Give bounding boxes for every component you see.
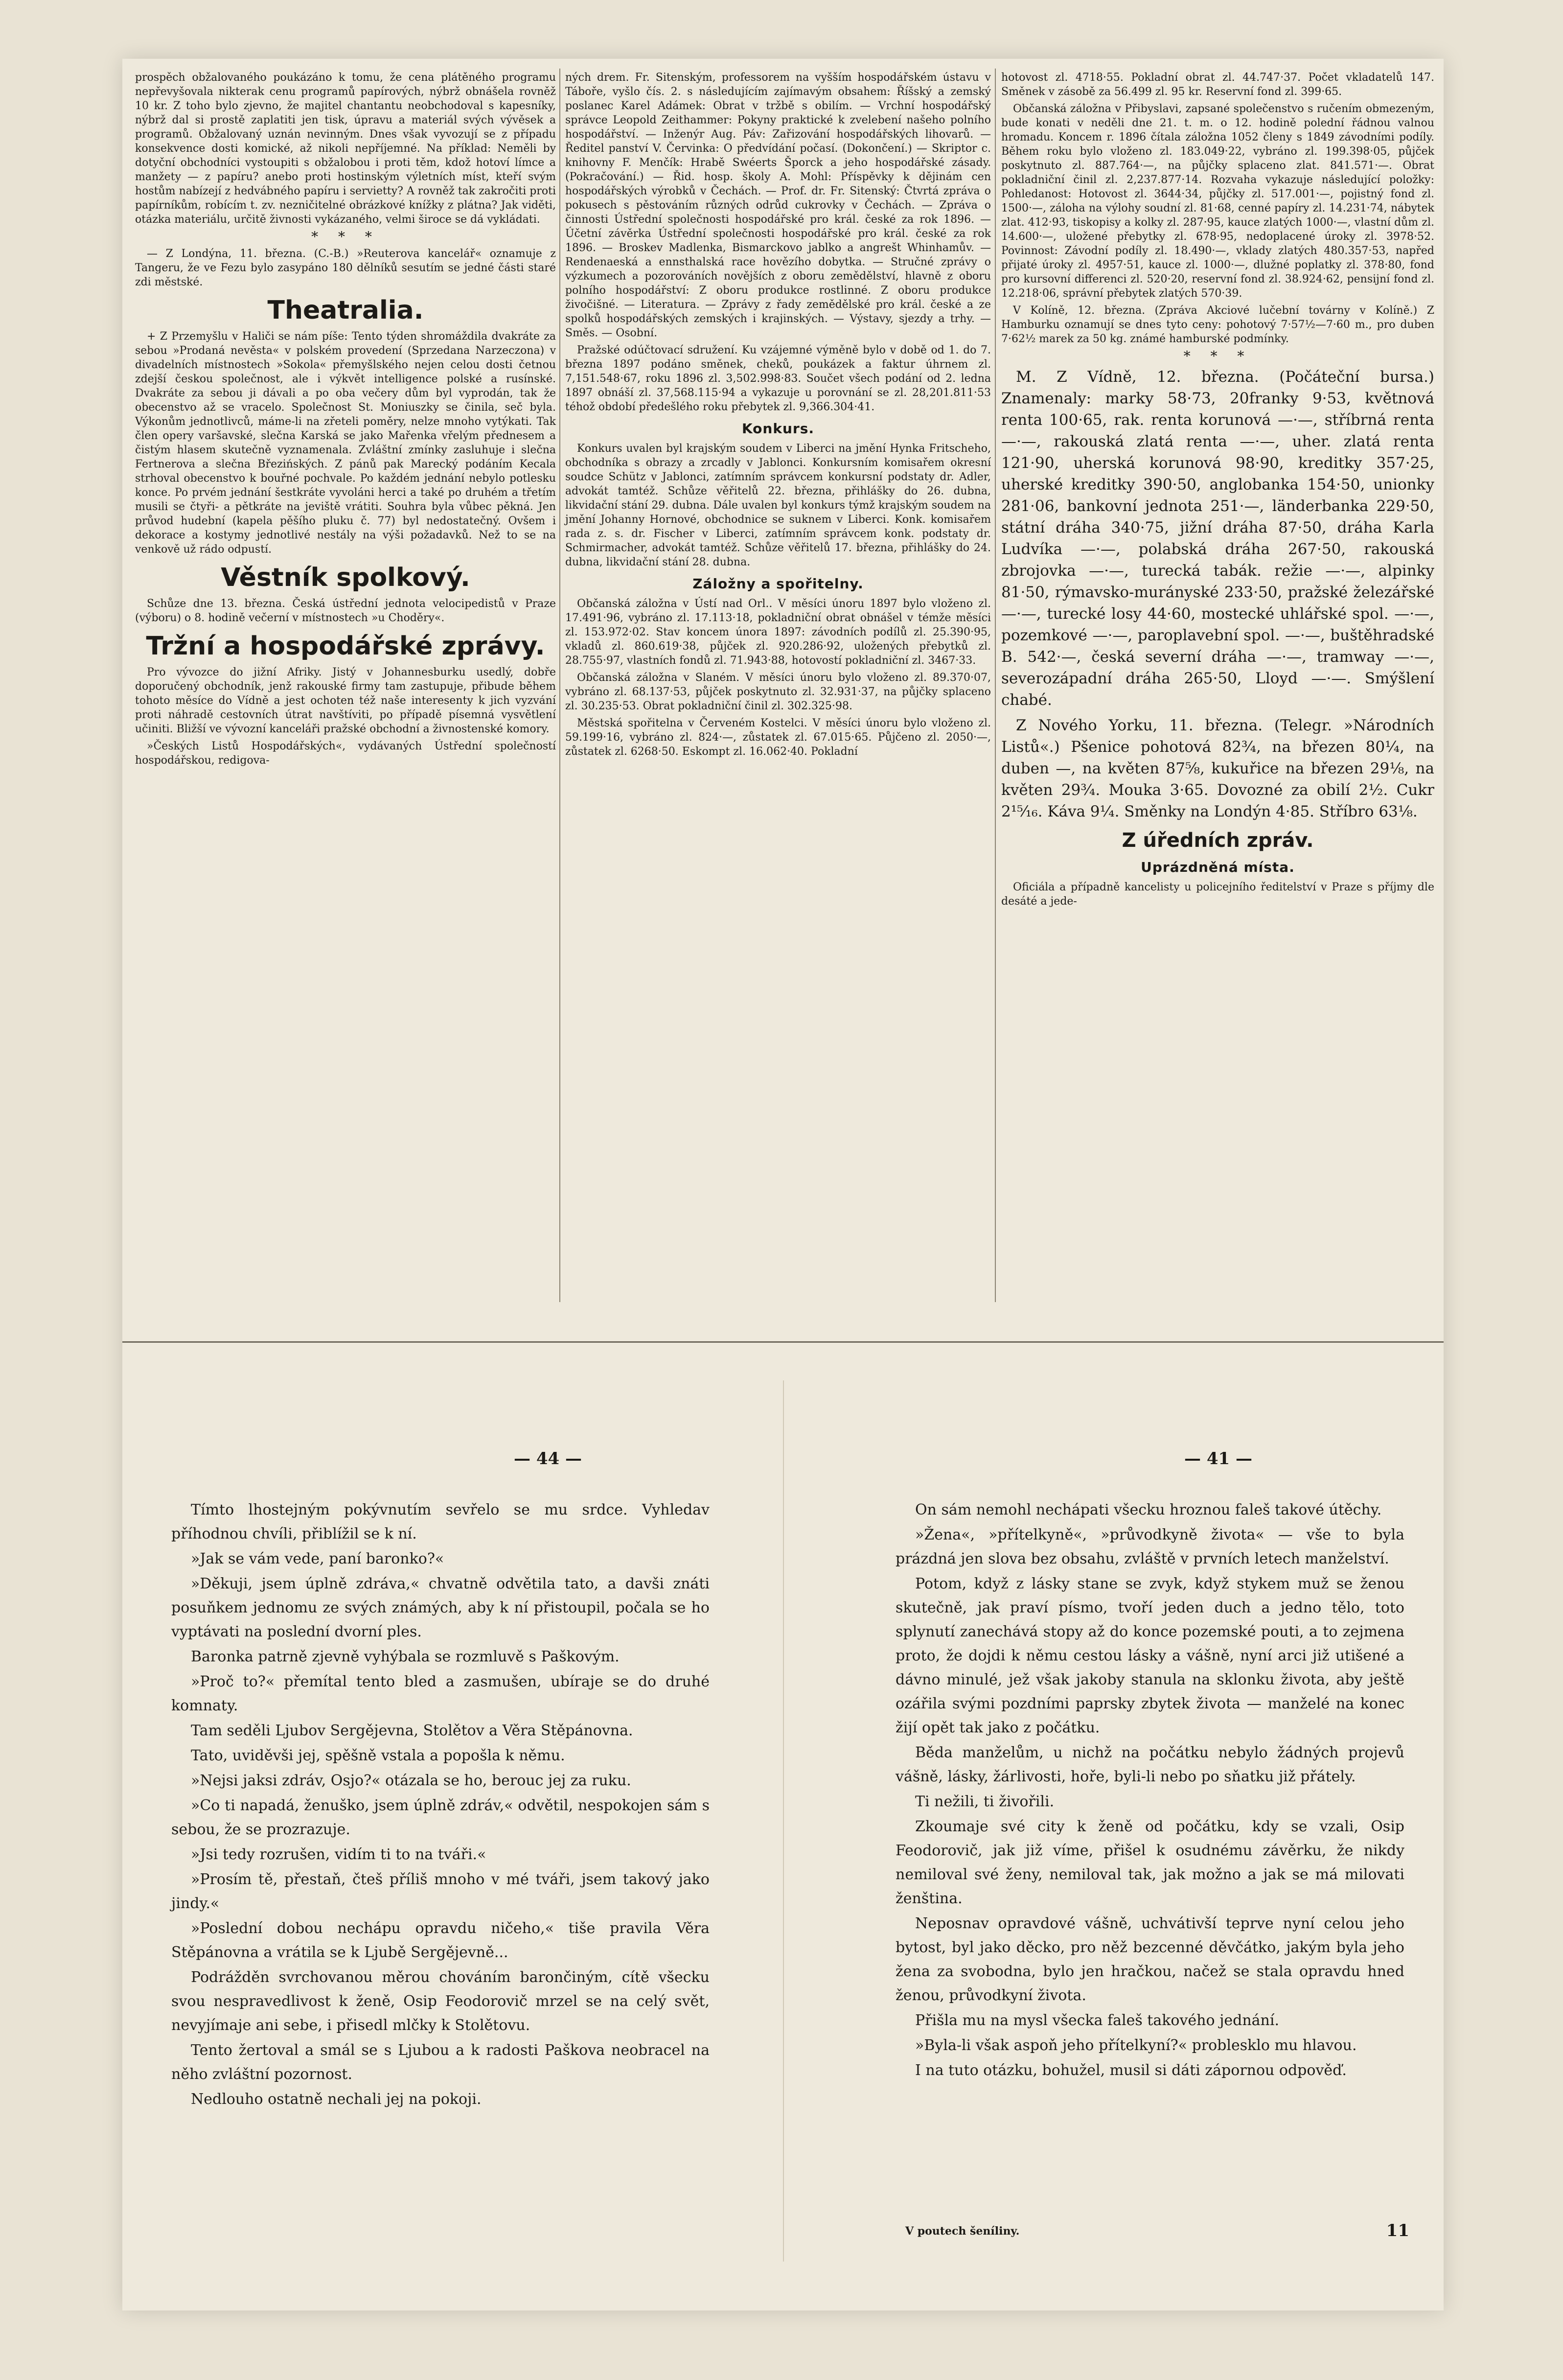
paragraph: »Nejsi jaksi zdráv, Osjo?« otázala se ho, berouc jej za ruku. [191, 1772, 631, 1789]
novel-page-left [171, 1498, 710, 2112]
paragraph: »Děkuji, jsem úplně zdráva,« chvatně odvětila tato, a davši znáti posuňkem jednomu ze svých známých, aby k ní přistoupil, počala se ho vyptávati na poslední dvorní ples. [171, 1575, 710, 1640]
newspaper-sheet [122, 59, 1444, 2310]
paragraph: »Proč to?« přemítal tento bled a zasmušen, ubíraje se do druhé komnaty. [171, 1673, 710, 1714]
paragraph: Neposnav opravdové vášně, uchvátivší teprve nyní celou jeho bytost, byl jako děcko, pro něž bezcenné děvčátko, jakým byla jeho žena za svobodna, bylo jen hračkou, načež se stala opravdu hned ženou, průvodkyní života. [896, 1915, 1404, 2004]
article-usti: Občanská záložna v Ústí nad Orl.. V měsíci únoru 1897 bylo vloženo zl. 17.491·96, vybráno zl. 17.113·18, pokladniční obrat obnášel v témže měsíci zl. 153.972·02. Stav koncem února 1897: závodních podílů zl. 25.390·95, vkladů zl. 860.619·38, půjček zl. 920.286·92, uložených přebytků zl. 28.755·97, vlastních fondů zl. 71.943·88, hotovostí pokladniční zl. 3467·33. [565, 598, 991, 667]
paragraph: I na tuto otázku, bohužel, musil si dáti zápornou odpověď. [915, 2062, 1347, 2079]
article-continuation: hotovost zl. 4718·55. Pokladní obrat zl. 44.747·37. Počet vkladatelů 147. Směnek v zásobě za 56.499 zl. 95 kr. Reservní fond zl. 399·65. [1001, 71, 1434, 98]
paragraph: Ti nežili, ti živořili. [915, 1793, 1055, 1810]
paragraph: »Poslední dobou nechápu opravdu ničeho,« tiše pravila Věra Stěpánovna a vrátila se k Ljubě Sergějevně... [171, 1920, 710, 1961]
paragraph: On sám nemohl nechápati všecku hroznou faleš takové útěchy. [915, 1501, 1382, 1518]
page-number-right: — 41 — [1184, 1449, 1252, 1469]
page-divider [122, 1341, 1444, 1343]
article-cerveny-kostelec: Městská spořitelna v Červeném Kostelci. V měsíci únoru bylo vloženo zl. 59.199·16, vybráno zl. 824·—, zůstatek zl. 67.015·65. Půjčeno zl. 2050·—, zůstatek zl. 6268·50. Eskompt zl. 16.062·40. Pokladní [565, 717, 991, 758]
paragraph: Tímto lhostejným pokývnutím sevřelo se mu srdce. Vyhledav příhodnou chvíli, přiblížil se k ní. [171, 1501, 710, 1542]
paragraph: Baronka patrně zjevně vyhýbala se rozmluvě s Paškovým. [191, 1648, 620, 1665]
section-title-theatralia: Theatralia. [267, 296, 424, 325]
paragraph: »Jak se vám vede, paní baronko?« [191, 1550, 444, 1567]
paragraph: Zkoumaje své city k ženě od počátku, kdy se vzali, Osip Feodorovič, jak již víme, přišel k osudnému závěrku, že nikdy nemiloval své ženy, nemiloval tak, jak možno a jak se má milovati ženština. [896, 1818, 1404, 1907]
section-title-zalozny: Záložny a spořitelny. [692, 576, 864, 592]
column-right [1001, 70, 1434, 911]
article-pribyslav: Občanská záložna v Přibyslavi, zapsané společenstvo s ručením obmezeným, bude konati v neděli dne 21. t. m. o 12. hodině polední řádnou valnou hromadu. Koncem r. 1896 čítala záložna 1052 členy s 1849 závodními podíly. Během roku bylo vloženo zl. 183.049·22, vybráno zl. 199.398·05, půjček poskytnuto zl. 887.764·—, na půjčky splaceno zlat. 841.571·—. Obrat pokladniční činil zl. 2,237.877·14. Rozvaha vykazuje následující položky: Pohledanost: Hotovost zl. 3644·34, půjčky zl. 517.001·—, pojistný fond zl. 1500·—, záloha na výlohy soudní zl. 81·68, cenné papíry zl. 14.231·74, nábytek zlat. 412·93, tiskopisy a kolky zl. 287·95, kauce zlatých 1000·—, vlastní dům zl. 14.600·—, uložené přebytky zl. 678·95, nedoplacené úroky zl. 3978·52. Povinnost: Závodní podíly zl. 18.490·—, vklady zlatých 480.357·53, napřed přijaté úroky zl. 4957·51, kauce zl. 1000·—, dlužné poplatky zl. 378·80, fond pro kursovní differenci zl. 520·20, reservní fond zl. 38.924·62, pensijní fond zl. 12.218·06, správní přebytek zlatých 570·39. [1001, 103, 1434, 300]
footer-page-number: 11 [1386, 2221, 1409, 2240]
paragraph: »Byla-li však aspoň jeho přítelkyní?« problesklo mu hlavou. [915, 2037, 1357, 2054]
paragraph: Běda manželům, u nichž na počátku nebylo žádných projevů vášně, lásky, žárlivosti, hoře, byli-li nebo po sňatku již přátely. [896, 1744, 1404, 1785]
column-rule [559, 69, 560, 1302]
article-intro: prospěch obžalovaného poukázáno k tomu, že cena plátěného programu nepřevyšovala nikterak cenu programů papírových, nýbrž obnášela rovněž 10 kr. Z toho bylo zjevno, že majitel chantantu neobchodoval s kapesníky, nýbrž dal si prostě zaplatiti jen tisk, úpravu a materiál svých vývěsek a programů. Obžalovaný uznán nevinným. Dnes však vyvozují se z případu konsekvence dosti komické, až nikoli nepříjemné. Na příklad: Neměli by dotyční obchodníci vystoupiti s obžalobou i proti těm, kdož hotoví límce a manžety — z papíru? anebo proti hostinským výletních míst, kteří svým hostům nabízejí z hedvábného papíru i servietty? A rovněž tak zakročiti proti papírníkům, robícím t. zv. nezničitelné obrázkové knížky z plátna? Jak viděti, otázka materiálu, určitě živnosti vykázaného, velmi široce se dá vykládati. [135, 71, 556, 226]
article-ceskych-listu: »Českých Listů Hospodářských«, vydávaných Ústřední společností hospodářskou, redigova- [135, 740, 556, 767]
column-left [135, 70, 556, 770]
page-number-left: — 44 — [514, 1449, 582, 1469]
column-rule [995, 69, 996, 1302]
separator-stars: * * * [1183, 348, 1252, 364]
paragraph: Potom, když z lásky stane se zvyk, když stykem muž se ženou skutečně, jak praví písmo, tvoří jeden duch a jedno tělo, toto splynutí zanechává stopy až do konce pozemské pouti, a to zejmena proto, že dojdi k němu cestou lásky a vášně, nyní arci již utišené a dávno minulé, jež však jakoby stanula na sklonku života, aby ještě ozářila svými pozdními paprsky zbytek života — manželé na konec žijí opět tak jako z počátku. [896, 1575, 1404, 1736]
article-vyvozce: Pro vývozce do jižní Afriky. Jistý v Johannesburku usedlý, dobře doporučený obchodník, jenž rakouské firmy tam zastupuje, přibude během tohoto měsíce do Vídně a jest ochoten též naše interesenty k jich vyzvání proti náhradě cestovních útrat navštíviti, po případě písemná vysvětlení učiniti. Bližší ve vývozní kanceláři pražské obchodní a živnostenské komory. [135, 666, 556, 735]
article-new-york: Z Nového Yorku, 11. března. (Telegr. »Národních Listů«.) Pšenice pohotová 82¾, na březen 80¼, na duben —, na květen 87⅝, kukuřice na březen 29⅛, na květen 29¾. Mouka 3·65. Dovozné za obilí 2½. Cukr 2¹⁵⁄₁₆. Káva 9¼. Směnky na Londýn 4·85. Stříbro 63⅛. [1001, 717, 1434, 820]
paragraph: Tento žertoval a smál se s Ljubou a k radosti Paškova neobracel na něho zvláštní pozornost. [171, 2042, 710, 2083]
news-london: — Z Londýna, 11. března. (C.-B.) »Reuterova kancelář« oznamuje z Tangeru, že ve Fezu bylo zasypáno 180 dělníků sesutím se jedné části staré zdi městské. [135, 248, 556, 288]
paragraph: »Jsi tedy rozrušen, vidím ti to na tváři.« [191, 1846, 486, 1863]
article-slanem: Občanská záložna v Slaném. V měsíci únoru bylo vloženo zl. 89.370·07, vybráno zl. 68.137·53, půjček poskytnuto zl. 32.931·37, na půjčky splaceno zl. 30.235·53. Obrat pokladniční činil zl. 302.325·98. [565, 672, 991, 712]
paragraph: Podrážděn svrchovanou měrou chováním barončiným, cítě všecku svou nespravedlivost k ženě, Osip Feodorovič mrzel se na celý svět, nevyjímaje ani sebe, i přisedl mlčky k Stolětovu. [171, 1969, 710, 2034]
article-continuation: ných drem. Fr. Sitenským, professorem na vyšším hospodářském ústavu v Táboře, vyšlo čís. 2. s následujícím zajímavým obsahem: Říšský a zemský poslanec Karel Adámek: Obrat v tržbě s obilím. — Vrchní hospodářský správce Leopold Zeithammer: Pokyny praktické k zvelebení našeho polního hospodářství. — Inženýr Aug. Páv: Zařizování hospodářských lihovarů. — Ředitel panství V. Červinka: O předvídání počasí. (Dokončení.) — Skriptor c. knihovny F. Menčík: Hrabě Swéerts Šporck a jeho hospodářské zásady. (Pokračování.) — Řid. hosp. školy A. Mohl: Příspěvky k dějinám cen hospodářských výrobků v Čechách. — Prof. dr. Fr. Sitenský: Čtvrtá zpráva o pokusech s pěstováním různých odrůd cukrovky v Čechách. — Zpráva o činnosti Ústřední společnosti hospodářské pro král. české za rok 1896. — Účetní závěrka Ústřední společnosti hospodářské pro král. české za rok 1896. — Broskev Madlenka, Bismarckovo jablko a angrešt Whinhamův. — Rendenaeská a ennsthalská race hovězího dobytka. — Stručné zprávy o výzkumech a pozorováních novějších z oboru zemědělství, hlavně z oboru polního hospodářství: Z oboru produkce rostlinné. Z oboru produkce živočišné. — Literatura. — Zprávy z řady zemědělské pro král. české a ze spolků hospodářských zemských i krajinských. — Výstavy, sjezdy a trhy. — Směs. — Osobní. [565, 71, 991, 339]
paragraph: Nedlouho ostatně nechali jej na pokoji. [191, 2091, 482, 2108]
separator-stars: * * * [311, 229, 380, 245]
paragraph: »Prosím tě, přestaň, čteš příliš mnoho v mé tváři, jsem takový jako jindy.« [171, 1871, 710, 1912]
novel-page-right [896, 1498, 1404, 2083]
article-vienna-bourse: M. Z Vídně, 12. března. (Počáteční bursa.) Znamenaly: marky 58·73, 20franky 9·53, květnová renta 100·65, rak. renta korunová —·—, stříbrná renta —·—, rakouská zlatá renta —·—, uher. zlatá renta 121·90, uherská korunová 98·90, kreditky 357·25, uherské kreditky 390·50, anglobanka 154·50, unionky 281·06, bankovní jednota 251·—, länderbanka 229·50, státní dráha 340·75, jižní dráha 87·50, dráha Karla Ludvíka —·—, polabská dráha 267·50, rakouská zbrojovka —·—, turecká tabák. režie —·—, alpinky 81·50, rýmavsko-murányské 233·50, pražské železářské —·—, turecké losy 44·60, mostecké uhlářské spol. —·—, pozemkové —·—, paroplavební spol. —·—, buštěhradské B. 542·—, česká severní dráha —·—, tramway —·—, severozápadní dráha 265·50, Lloyd —·—. Smýšlení chabé. [1001, 368, 1434, 709]
article-theatralia: + Z Przemyšlu v Haliči se nám píše: Tento týden shromáždila dvakráte za sebou »Prodaná nevěsta« v polském provedení (Sprzedana Narzeczona) v divadelních místnostech »Sokola« přemyšlského nejen celou dosti četnou zdejší českou společnost, ale i výkvět intelligence polské a rusínské. Dvakráte za sebou ji dávali a po oba večery dům byl vyprodán, tak že obecenstvo až se vracelo. Společnost St. Moniuszky se činila, seč byla. Výkonům jednotlivců, máme-li na zřeteli poměry, nelze mnoho vytýkati. Tak člen opery varšavské, slečna Karská se jako Mařenka vřelým přednesem a čistým hlasem skutečně vyznamenala. Zvláštní zmínky zasluhuje i slečna Fertnerova a slečna Březińských. Z pánů pak Marecký podáním Kecala strhoval obecenstvo k bouřné pochvale. Po každém jednání nebylo potlesku konce. Po prvém jednání šestkráte vyvoláni herci a také po druhém a třetím musili se čtyři- a pětkráte na jeviště vrátiti. Souhra byla vůbec pěkná. Jen průvod hudební (kapela pěšího pluku č. 77) byl nedostatečný. Ovšem i dekorace a kostymy jednotlivé nestály na výši požadavků. Než to se na venkově už rádo odpustí. [135, 330, 556, 556]
paragraph: Tam seděli Ljubov Sergějevna, Stolětov a Věra Stěpánovna. [191, 1722, 633, 1739]
section-title-trzni: Tržní a hospodářské zprávy. [146, 631, 545, 661]
section-title-urednich: Z úředních zpráv. [1122, 829, 1314, 852]
page-footer [905, 2221, 1409, 2240]
section-title-vestnik: Věstník spolkový. [221, 563, 470, 592]
paragraph: »Co ti napadá, ženuško, jsem úplně zdráv,« odvětil, nespokojen sám s sebou, že se prozrazuje. [171, 1797, 710, 1838]
article-kolin: V Kolíně, 12. března. (Zpráva Akciové lučební továrny v Kolíně.) Z Hamburku oznamují se dnes tyto ceny: pohotový 7·57½—7·60 m., pro duben 7·62½ marek za 50 kg. známé hamburské podmínky. [1001, 304, 1434, 345]
spine-line [783, 1380, 784, 2262]
article-oficiala: Oficiála a případně kancelisty u policejního ředitelství v Praze s příjmy dle desáté a jede- [1001, 881, 1434, 908]
subsection-title-uprazdnena: Uprázdněná místa. [1141, 859, 1295, 875]
article-vestnik: Schůze dne 13. března. Česká ústřední jednota velocipedistů v Praze (výboru) o 8. hodině večerní v místnostech »u Choděry«. [135, 598, 556, 624]
paragraph: »Žena«, »přítelkyně«, »průvodkyně života« — vše to byla prázdná jen slova bez obsahu, zvláště v prvních letech manželství. [896, 1526, 1404, 1567]
footer-title: V poutech šeníliny. [905, 2225, 1020, 2238]
section-title-konkurs: Konkurs. [741, 420, 815, 437]
paragraph: Tato, uviděvši jej, spěšně vstala a popošla k němu. [191, 1747, 565, 1764]
article-odzuctovaci: Pražské odúčtovací sdružení. Ku vzájemné výměně bylo v době od 1. do 7. března 1897 podáno směnek, cheků, poukázek a faktur úhrnem zl. 7,151.548·67, roku 1896 zl. 3,502.998·83. Součet všech podání od 2. ledna 1897 obnáší zl. 37,568.115·94 a vykazuje u porovnání se zl. 28,201.811·53 téhož období předešlého roku přebytek zl. 9,366.304·41. [565, 344, 991, 413]
column-middle [565, 70, 991, 762]
article-konkurs: Konkurs uvalen byl krajským soudem v Liberci na jmění Hynka Fritscheho, obchodníka s obrazy a zrcadly v Jablonci. Konkursním komisařem okresní soudce Schütz v Jablonci, zatímním správcem konkursní podstaty dr. Adler, advokát tamtéž. Schůze věřitelů 22. března, přihlášky do 26. dubna, likvidační stání 29. dubna. Dále uvalen byl konkurs týmž krajským soudem na jmění Johanny Hornové, obchodnice se suknem v Liberci. Konk. komisařem rada z. s. dr. Fischer v Liberci, zatímním správcem konk. podstaty dr. Schmirmacher, advokát tamtéž. Schůze věřitelů 17. března, přihlášky do 24. dubna, likvidační stání 28. dubna. [565, 443, 991, 568]
paragraph: Přišla mu na mysl všecka faleš takového jednání. [915, 2012, 1279, 2029]
market-report [1001, 366, 1434, 822]
